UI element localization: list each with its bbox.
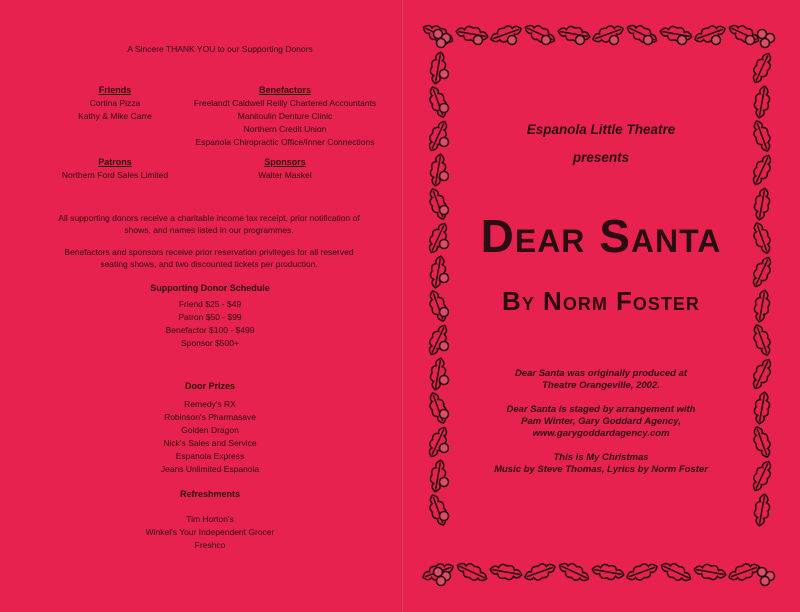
list-item: Northern Ford Sales Limited: [61, 170, 169, 180]
list-item: Northern Credit Union: [243, 124, 327, 134]
holly-leaf: [693, 562, 727, 581]
theatre-name: Espanola Little Theatre: [526, 122, 676, 137]
holly-berry: [576, 36, 585, 45]
production-note: [402, 368, 800, 392]
holly-leaf: [591, 22, 626, 46]
play-title: Dear Santa: [480, 210, 722, 262]
list-item: Cortina Pizza: [89, 98, 141, 108]
patrons-heading: Patrons: [98, 157, 132, 167]
holly-leaf: [523, 560, 558, 584]
holly-leaf: [625, 21, 660, 47]
schedule-heading: Supporting Donor Schedule: [150, 283, 270, 293]
holly-berry: [440, 172, 449, 181]
holly-berry: [440, 342, 449, 351]
holly-leaf: [523, 21, 558, 47]
holly-berry: [437, 39, 446, 48]
holly-berry: [440, 104, 449, 113]
sponsors-section: [225, 156, 345, 182]
schedule-section: [60, 282, 360, 350]
list-item: Robinson's Pharmasave: [164, 412, 256, 422]
refreshments-section: [60, 488, 360, 552]
sponsors-heading: Sponsors: [264, 157, 306, 167]
holly-berry: [644, 36, 653, 45]
list-item: Patron $50 - $99: [178, 312, 242, 322]
list-item: Walter Maskel: [258, 170, 312, 180]
holly-berry: [440, 138, 449, 147]
list-item: Espanola Chiropractic Office/Inner Connections: [195, 137, 375, 147]
holly-leaf: [428, 51, 447, 85]
holly-leaf: [659, 559, 694, 585]
holly-leaf: [591, 562, 625, 581]
holly-leaf: [727, 21, 762, 47]
holly-leaf: [749, 51, 775, 86]
list-item: Kathy & Mike Carre: [78, 111, 152, 121]
holly-berry: [746, 36, 755, 45]
holly-berry: [508, 36, 517, 45]
door-prizes-section: [60, 380, 360, 476]
friends-heading: Friends: [98, 85, 132, 95]
holly-berry: [437, 577, 446, 586]
thanks-heading: A Sincere THANK YOU to our Supporting Donors: [127, 44, 313, 54]
list-item: Sponsor $500+: [181, 338, 239, 348]
list-item: Freshco: [194, 540, 226, 550]
right-page: [402, 0, 800, 612]
holly-leaf: [625, 560, 660, 584]
song-credit: [402, 452, 800, 476]
list-item: Remedy's RX: [184, 399, 236, 409]
list-item: Friend $25 - $49: [178, 299, 242, 309]
holly-leaf: [455, 559, 490, 585]
holly-berry: [474, 36, 483, 45]
song-title: This is My Christmas: [553, 452, 649, 463]
list-item: Golden Dragon: [181, 425, 239, 435]
list-item: Nick's Sales and Service: [163, 438, 257, 448]
reservation-benefits-text: Benefactors and sponsors receive prior reservation privileges for all reserved seating shows, and two discounted tickets per production.: [64, 247, 354, 269]
song-credit-line: Music by Steve Thomas, Lyrics by Norm Foster: [494, 464, 708, 475]
holly-leaf: [489, 22, 524, 46]
arrangement-note-line: Pam Winter, Gary Goddard Agency,: [521, 416, 681, 427]
holly-leaf: [659, 24, 693, 43]
benefactors-heading: Benefactors: [258, 85, 312, 95]
holly-leaf: [752, 493, 771, 527]
door-prizes-heading: Door Prizes: [184, 381, 235, 391]
holly-leaf: [750, 323, 774, 358]
friends-section: [60, 84, 170, 123]
list-item: Tim Horton's: [186, 514, 234, 524]
holly-leaf: [752, 85, 771, 119]
holly-leaf: [727, 560, 762, 584]
agency-url: www.garygoddardagency.com: [532, 428, 670, 439]
holly-berry: [761, 577, 770, 586]
refreshments-heading: Refreshments: [179, 489, 241, 499]
holly-leaf: [426, 493, 450, 528]
holly-berry: [761, 39, 770, 48]
holly-berry: [542, 36, 551, 45]
list-item: Espanola Express: [175, 451, 245, 461]
holly-leaf: [557, 559, 592, 585]
holly-leaf: [693, 22, 728, 46]
holly-berry: [712, 36, 721, 45]
arrangement-note: [402, 404, 800, 440]
holly-leaf: [557, 24, 591, 43]
holly-berry: [440, 478, 449, 487]
list-item: Freelandt Caldwell Reilly Chartered Accountants: [193, 98, 377, 108]
holly-berry: [440, 274, 449, 283]
holly-leaf: [489, 562, 523, 581]
donor-benefits-text: All supporting donors receive a charitable income tax receipt, prior notification of shows, and names listed in our programmes.: [58, 213, 360, 235]
holly-leaf: [425, 323, 451, 358]
holly-leaf: [426, 85, 450, 120]
benefactors-section: [180, 84, 390, 149]
holly-leaf: [455, 24, 489, 43]
presents-label: presents: [572, 150, 630, 165]
holly-berry: [610, 36, 619, 45]
list-item: Winkel's Your Independent Grocer: [145, 527, 275, 537]
patrons-section: [50, 156, 180, 182]
list-item: Jeans Unlimited Espanola: [160, 464, 260, 474]
holly-berry: [678, 36, 687, 45]
production-note-line: Dear Santa was originally produced at: [514, 368, 688, 379]
holly-berry: [440, 70, 449, 79]
list-item: Manitoulin Denture Clinic: [237, 111, 333, 121]
list-item: Benefactor $100 - $499: [165, 325, 255, 335]
holly-berry: [440, 512, 449, 521]
production-note-line: Theatre Orangeville, 2002.: [542, 380, 660, 391]
arrangement-note-line: Dear Santa is staged by arrangement with: [506, 404, 696, 415]
play-author: By Norm Foster: [502, 286, 700, 316]
